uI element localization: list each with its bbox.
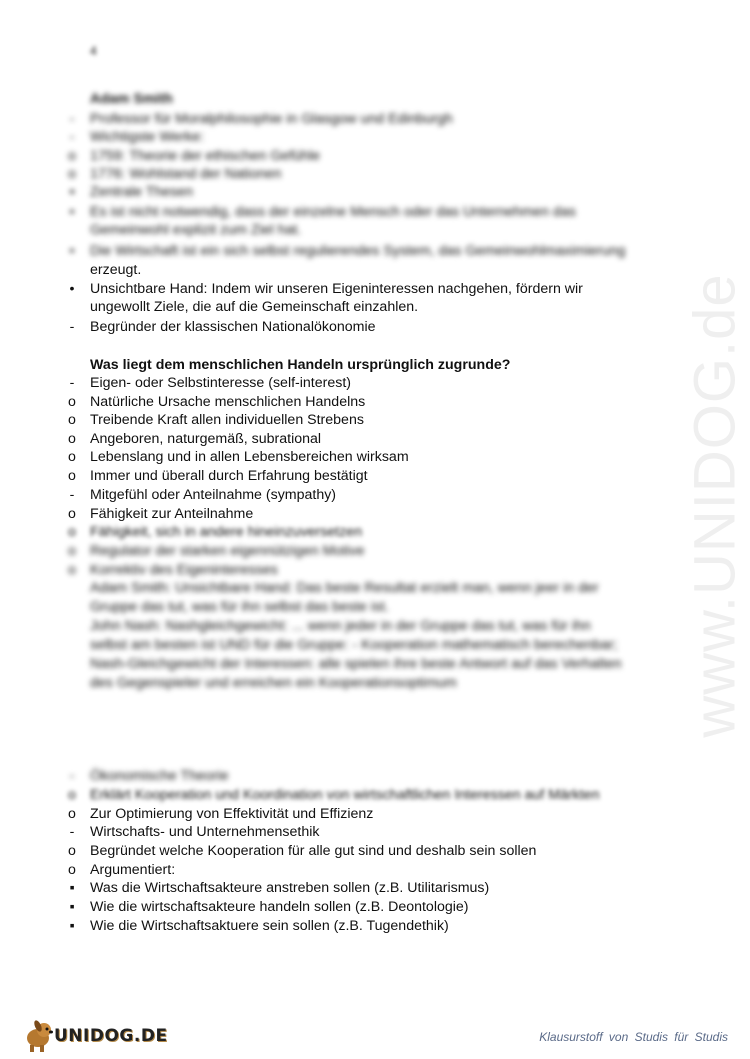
text-line: Was die Wirtschaftsakteure anstreben sollen (z.B. Utilitarismus) xyxy=(90,880,490,896)
list-bullet: • xyxy=(69,204,75,220)
page-number: 4 xyxy=(90,44,97,58)
text-line: Wie die wirtschaftsakteure handeln sollen (z.B. Deontologie) xyxy=(90,899,469,915)
list-bullet: • xyxy=(69,281,75,297)
watermark xyxy=(670,270,750,740)
section-heading: Adam Smith xyxy=(90,91,173,107)
list-bullet: o xyxy=(68,787,76,803)
text-line: selbst am besten ist UND für die Gruppe: - Kooperation mathematisch berechenbar; xyxy=(90,637,618,653)
text-line: Begründet welche Kooperation für alle gut sind und deshalb sein sollen xyxy=(90,843,537,859)
text-line: Argumentiert: xyxy=(90,862,176,878)
list-bullet: o xyxy=(68,806,76,822)
text-line: Treibende Kraft allen individuellen Strebens xyxy=(90,412,364,428)
text-line: Es ist nicht notwendig, dass der einzelne Mensch oder das Unternehmen das xyxy=(90,204,576,220)
list-bullet: • xyxy=(69,243,75,259)
text-line: Begründer der klassischen Nationalökonomie xyxy=(90,319,376,335)
list-bullet: ▪ xyxy=(69,880,75,896)
text-line: Wirtschafts- und Unternehmensethik xyxy=(90,824,320,840)
text-line: John Nash: Nashgleichgewicht: ... wenn jeder in der Gruppe das tut, was für ihn xyxy=(90,618,591,634)
text-line: Wie die Wirtschaftsaktuere sein sollen (z.B. Tugendethik) xyxy=(90,918,449,934)
text-line: Die Wirtschaft ist ein sich selbst regulierendes System, das Gemeinwohlmaximierung xyxy=(90,243,626,259)
text-line: erzeugt. xyxy=(90,262,142,278)
logo-text[interactable]: UNIDOG.DE xyxy=(54,1026,168,1046)
text-line: Gruppe das tut, was für ihn selbst das beste ist. xyxy=(90,599,389,615)
list-bullet: o xyxy=(68,543,76,559)
text-line: Immer und überall durch Erfahrung bestätigt xyxy=(90,468,368,484)
text-line: Natürliche Ursache menschlichen Handelns xyxy=(90,394,366,410)
text-line: Professor für Moralphilosophie in Glasgow und Edinburgh xyxy=(90,111,453,127)
watermark-text: www.UNIDOG.de xyxy=(682,272,748,738)
list-bullet: o xyxy=(68,412,76,428)
text-line: 1759: Theorie der ethischen Gefühle xyxy=(90,148,321,164)
text-line: Nash-Gleichgewicht der Interessen: alle spielen ihre beste Antwort auf das Verhalten xyxy=(90,656,622,672)
list-bullet: ▪ xyxy=(69,184,75,200)
list-bullet: o xyxy=(68,166,76,182)
text-line: Erklärt Kooperation und Koordination von wirtschaftlichen Interessen auf Märkten xyxy=(90,787,600,803)
list-bullet: o xyxy=(68,394,76,410)
text-line: 1776: Wohlstand der Nationen xyxy=(90,166,282,182)
section-heading: Was liegt dem menschlichen Handeln ursprünglich zugrunde? xyxy=(90,357,511,373)
text-line: Ökonomische Theorie xyxy=(90,768,229,784)
list-bullet: - xyxy=(69,487,75,503)
text-line: Lebenslang und in allen Lebensbereichen wirksam xyxy=(90,449,409,465)
list-bullet: - xyxy=(69,824,75,840)
text-line: Eigen- oder Selbstinteresse (self-interest) xyxy=(90,375,352,391)
text-line: Regulator der starken eigennützigen Motive xyxy=(90,543,365,559)
text-line: Gemeinwohl explizit zum Ziel hat. xyxy=(90,222,302,238)
text-line: Zur Optimierung von Effektivität und Effizienz xyxy=(90,806,374,822)
list-bullet: ▪ xyxy=(69,899,75,915)
list-bullet: o xyxy=(68,468,76,484)
text-line: Fähigkeit, sich in andere hineinzuversetzen xyxy=(90,524,363,540)
list-bullet: ▪ xyxy=(69,918,75,934)
text-line: Zentrale Thesen xyxy=(90,184,194,200)
text-line: Fähigkeit zur Anteilnahme xyxy=(90,506,254,522)
list-bullet: o xyxy=(68,148,76,164)
list-bullet: - xyxy=(69,375,75,391)
list-bullet: o xyxy=(68,843,76,859)
text-line: Mitgefühl oder Anteilnahme (sympathy) xyxy=(90,487,337,503)
list-bullet: - xyxy=(69,129,75,145)
list-bullet: o xyxy=(68,449,76,465)
text-line: Adam Smith: Unsichtbare Hand: Das beste Resultat erzielt man, wenn jeer in der xyxy=(90,580,599,596)
list-bullet: o xyxy=(68,862,76,878)
text-line: Angeboren, naturgemäß, subrational xyxy=(90,431,322,447)
text-line: des Gegenspieler und erreichen ein Kooperationsoptimum xyxy=(90,675,457,691)
text-line: ungewollt Ziele, die auf die Gemeinschaft einzahlen. xyxy=(90,299,419,315)
list-bullet: o xyxy=(68,431,76,447)
footer-tagline: Klausurstoff von Studis für Studis xyxy=(539,1030,728,1044)
list-bullet: - xyxy=(69,768,75,784)
list-bullet: o xyxy=(68,524,76,540)
text-line: Unsichtbare Hand: Indem wir unseren Eigeninteressen nachgehen, fördern wir xyxy=(90,281,583,297)
list-bullet: o xyxy=(68,506,76,522)
text-line: Korrektiv des Eigeninteresses xyxy=(90,562,278,578)
list-bullet: - xyxy=(69,319,75,335)
list-bullet: o xyxy=(68,562,76,578)
text-line: Wichtigste Werke: xyxy=(90,129,205,145)
list-bullet: - xyxy=(69,111,75,127)
